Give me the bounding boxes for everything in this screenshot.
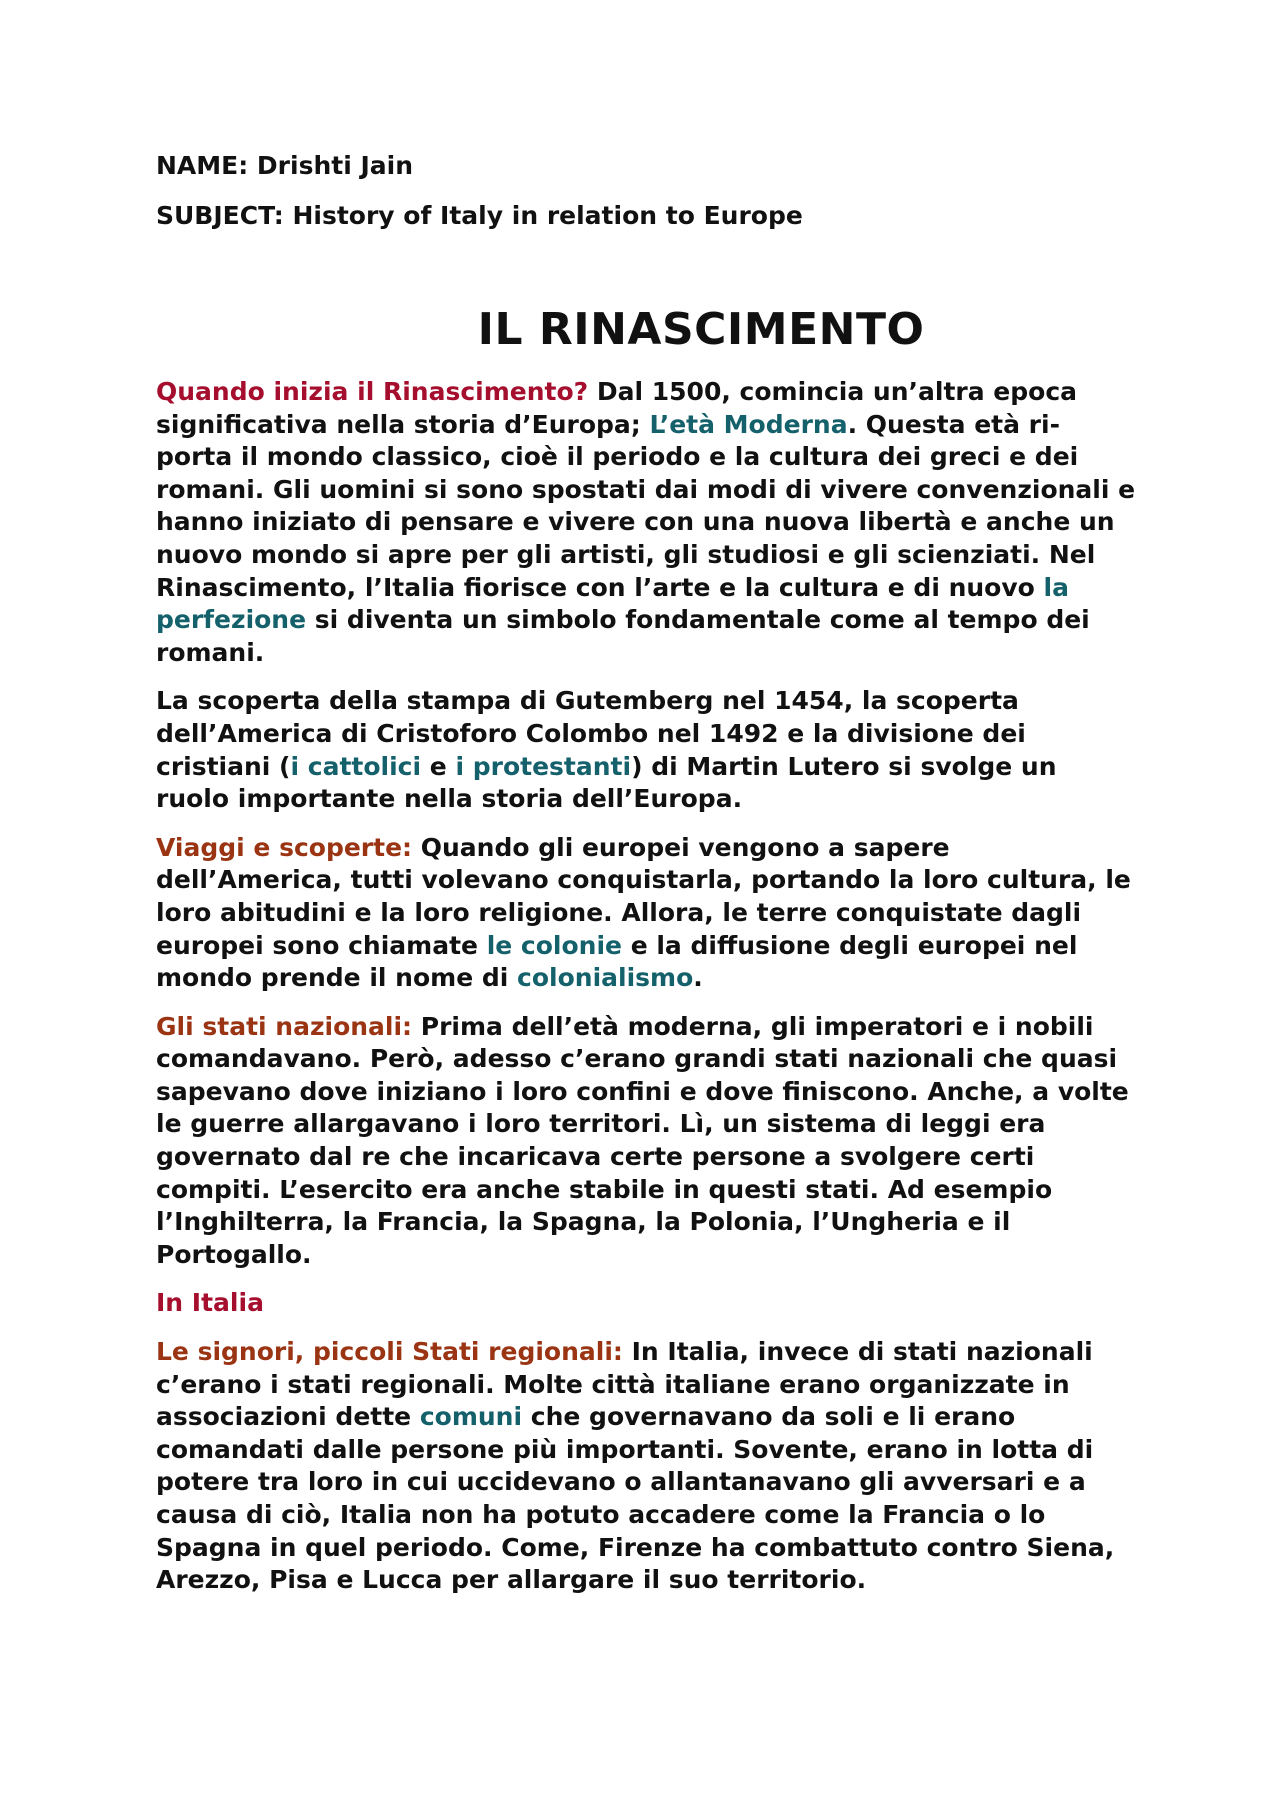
paragraph-text: In Italia, invece di stati nazionali c’erano i stati regionali. Molte città italiane erano organizzate in associazioni dette: [156, 1337, 1093, 1432]
section-heading-italy: In Italia: [156, 1288, 264, 1318]
paragraph-heading: Viaggi e scoperte:: [156, 832, 413, 862]
highlighted-term: la perfezione: [156, 572, 1069, 635]
name-line: NAME: Drishti Jain: [156, 151, 414, 180]
document-title: IL RINASCIMENTO: [477, 304, 925, 355]
paragraph-text: Dal 1500, comincia un’altra epoca significativa nella storia d’Europa;: [156, 377, 1078, 439]
paragraph-text: Prima dell’età moderna, gli imperatori e i nobili comandavano. Però, adesso c’erano grandi stati nazionali che quasi sapevano dove iniziano i loro confini e dove finiscono. Anche, a volte le guerre allargavano i loro territori. Lì, un sistema di leggi era governato dal re che incaricava certe persone a svolgere certi compiti. L’esercito era anche stabile in questi stati. Ad esempio l’Inghilterra, la Francia, la Spagna, la Polonia, l’Ungheria e il Portogallo.: [156, 1011, 1129, 1269]
highlighted-term: comuni: [419, 1402, 523, 1432]
paragraph-heading: Quando inizia il Rinascimento?: [156, 377, 589, 406]
highlighted-term: le colonie: [486, 930, 622, 960]
highlighted-term: colonialismo: [517, 963, 694, 993]
paragraph-text: e: [421, 751, 456, 781]
paragraph-text: che governavano da soli e li erano comandati dalle persone più importanti. Sovente, erano in lotta di potere tra loro in cui uccidevano o allantanavano gli avversari e a causa di ciò, Italia non ha potuto accadere come la Francia o lo Spagna in quel periodo. Come, Firenze ha combattuto contro Siena, Arezzo, Pisa e Lucca per allargare il suo territorio.: [156, 1402, 1115, 1595]
paragraph-travels: [156, 832, 1136, 995]
paragraph-national-states: [156, 1011, 1136, 1272]
paragraph-text: Quando gli europei vengono a sapere dell’America, tutti volevano conquistarla, portando la loro cultura, le loro abitudini e la loro religione. Allora, le terre conquistate dagli europei sono chiamate: [156, 832, 1131, 960]
paragraph-text: e la diffusione degli europei nel mondo prende il nome di: [156, 930, 1078, 993]
document-page: [156, 150, 1136, 1613]
paragraph-heading: Gli stati nazionali:: [156, 1011, 413, 1041]
paragraph-text: si diventa un simbolo fondamentale come al tempo dei romani.: [156, 605, 1090, 667]
highlighted-term: L’età Moderna: [649, 409, 848, 439]
paragraph-text: .: [693, 963, 703, 993]
paragraph-regional-states: [156, 1336, 1136, 1597]
paragraph-text: ) di Martin Lutero si svolge un ruolo importante nella storia dell’Europa.: [156, 751, 1057, 814]
paragraph-text: . Questa età ri-porta il mondo classico, cioè il periodo e la cultura dei greci e dei romani. Gli uomini si sono spostati dai modi di vivere convenzionali e hanno iniziato di pensare e vivere con una nuova libertà e anche un nuovo mondo si apre per gli artisti, gli studiosi e gli scienziati. Nel Rinascimento, l’Italia fiorisce con l’arte e la cultura e di nuovo: [156, 409, 1136, 602]
paragraph-intro: [156, 376, 1136, 669]
highlighted-term: i cattolici: [290, 751, 422, 781]
subject-line: SUBJECT: History of Italy in relation to Europe: [156, 201, 803, 230]
paragraph-heading: Le signori, piccoli Stati regionali:: [156, 1337, 623, 1367]
paragraph-discoveries: [156, 685, 1136, 815]
highlighted-term: i protestanti: [455, 751, 632, 781]
paragraph-text: La scoperta della stampa di Gutemberg nel 1454, la scoperta dell’America di Cristoforo Colombo nel 1492 e la divisione dei cristiani (: [156, 686, 1026, 781]
